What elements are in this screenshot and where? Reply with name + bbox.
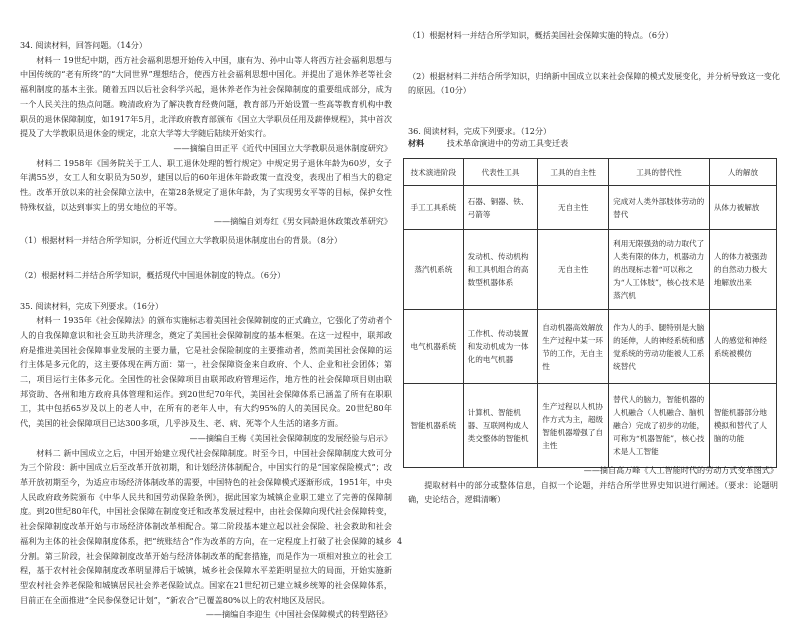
table-cell: 电气机器系统 bbox=[404, 310, 464, 384]
table-cell: 从体力被解放 bbox=[709, 186, 776, 230]
table-cell: 完成对人类外部肢体劳动的替代 bbox=[609, 186, 710, 230]
q35-material-2: 材料二 新中国成立之后，中国开始建立现代社会保障制度。时至今日，中国社会保障制度大致可分为三个阶段：新中国成立后至改革开放初期，和计划经济体制配合，中国实行的是“国家保险模式”；改革开放初期至今，为适应市场经济体制改革的需要，中国特色的社会保障模式逐渐形成，1951年，中央人民政府政务院颁布《中华人民共和国劳动保险条例》，据此国家为城镇企业职工建立了完善的保障制度。到20世纪80年代，中国社会保障在制度变迁和改革发展过程中，由社会保障向现代社会保障转变，社会保障制度改革开始与市场经济体制改革相配合。第二阶段基本建立起以社会保险、社会救助和社会福利为主体的社会保障制度体系，把“统账结合”作为改革的方向，在一定程度上打破了社会保障的城乡分割。第三阶段，社会保障制度改革开始与经济体制改革的配套措施，而是作为一项相对独立的社会工程，基于农村社会保障制度改革明显滞后于城镇，城乡社会保障水平差距明显拉大的局面，开始实施新型农村社会养老保险和城镇居民社会养老保险试点。国家在21世纪初已建立城乡统筹的社会保障体系，目前正在全面推进“全民参保登记计划”，“新农合”已覆盖80%以上的农村地区及居民。 bbox=[20, 447, 392, 605]
table-header: 技术演进阶段 bbox=[404, 159, 464, 186]
q36-block bbox=[408, 463, 778, 507]
table-cell: 利用无限强劲的动力取代了人类有限的体力，机器动力的出现标志着“可以称之为“人工体肢”，核心技术是蒸汽机 bbox=[609, 230, 710, 310]
q35-material-1-source: ——摘编自王梅《美国社会保障制度的发展经验与启示》 bbox=[189, 432, 392, 443]
table-row bbox=[404, 230, 777, 310]
q34-question-1: （1）根据材料一并结合所学知识，分析近代国立大学教职员退休制度出台的背景。（8分） bbox=[20, 235, 342, 246]
q36-heading: 36. 阅读材料，完成下列要求。（12分） bbox=[408, 126, 552, 137]
q34-material-1-source: ——摘编自田正平《近代中国国立大学教职员退休制度研究》 bbox=[173, 142, 392, 153]
table-source: ——摘自高万峰《人工智能时代的劳动方式变革图式》 bbox=[583, 465, 778, 475]
table-header-row bbox=[404, 159, 777, 186]
table-cell: 手工工具系统 bbox=[404, 186, 464, 230]
q34-material-1: 材料一 19世纪中期，西方社会福利思想开始传入中国，康有为、孙中山等人将西方社会福利思想与中国传统的“老有所终”的“大同世界”理想结合，使西方社会福利思想中国化。并提出了退休养老等社会福利制度的基本主张。随着五四以后社会科学兴起，退休养老作为社会保障制度的重要组成部分，成为一个人民关注的热点问题。晚清政府为了解决教育经费问题，教育部乃开始设置一些高等教育机构中教职员的退休保障制度，如1917年5月，北洋政府教育部颁布《国立大学职员任用及薪俸规程》，其中首次提及了大学教职员退休金的规定，北京大学等大学随后陆续开始实行。 bbox=[20, 54, 392, 139]
q34-material-2-source: ——摘编自刘寿红《男女同龄退休政策改革研究》 bbox=[213, 216, 392, 227]
page-number: 4 bbox=[397, 537, 403, 546]
table-cell: 人的感觉和神经系统被模仿 bbox=[709, 310, 776, 384]
table-row bbox=[404, 384, 777, 468]
table-cell: 无自主性 bbox=[538, 230, 609, 310]
table-cell: 人的体力被强劲的自然动力极大地解放出来 bbox=[709, 230, 776, 310]
q35-heading: 35. 阅读材料，完成下列要求。（16分） bbox=[20, 300, 164, 311]
table-cell: 工作机、传动装置和发动机成为一体化的电气机器 bbox=[463, 310, 538, 384]
q35-question-2: （2）根据材料二并结合所学知识，归纳新中国成立以来社会保障的模式发展变化，并分析导致这一变化的原因。（10分） bbox=[408, 70, 780, 96]
q35-material-2-source: ——摘编自李迎生《中国社会保障模式的转型路径》 bbox=[205, 609, 392, 620]
q34-question-2: （2）根据材料二并结合所学知识，概括现代中国退休制度的特点。（6分） bbox=[20, 269, 286, 280]
right-column bbox=[408, 0, 780, 139]
table-header: 代表性工具 bbox=[463, 159, 538, 186]
table-cell: 生产过程以人机协作方式为主，超级智能机器增强了自主性 bbox=[538, 384, 609, 468]
table-row bbox=[404, 310, 777, 384]
labor-tools-table bbox=[403, 158, 777, 468]
q34-heading: 34. 阅读材料，回答问题。（14分） bbox=[20, 40, 147, 50]
table-caption: 材料 技术革命演进中的劳动工具变迁表 bbox=[408, 138, 569, 148]
table-header: 人的解放 bbox=[709, 159, 776, 186]
q35-material-1: 材料一 1935年《社会保障法》的颁布实施标志着美国社会保障制度的正式确立，它强化了劳动者个人的自我保障意识和社会互助共济理念，奠定了美国社会保障制度的基本框架。在这一过程中，联邦政府是推进美国社会保障事业发展的主要力量，它是社会保险制度的主要推动者，然而美国社会保障的运行主体是多元化的，这主要体现在两方面：第一，社会保障资金来自政府、个人、企业和社会团体；第二，项目运行主体多元化。全国性的社会保障项目由联邦政府管理运作，地方性的社会保障项目则由联邦资助、各州和地方政府具体管理和运作。到20世纪70年代，美国社会保障体系已涵盖了所有在职职工，其中包括65岁及以上的老人中，在所有的老年人中，有大约95%的人的美国民众。20世纪80年代，美国的社会保障项目已达300多项，几乎涉及生、老、病、死等个人生活的诸多方面。 bbox=[20, 315, 392, 429]
q34-material-2: 材料二 1958年《国务院关于工人、职工退休处理的暂行规定》中规定男子退休年龄为60岁，女子年满55岁，女工人和女职员为50岁，建国以后的60年退休年龄政策一直没变，表现出了相当大的稳定性。改革开放以来的社会保障立法中，在第28条规定了退休年龄，为了实现男女平等的目标，保护女性特殊权益，以达到事实上的男女地位的平等。 bbox=[20, 157, 392, 212]
table-cell: 作为人的手、腿特别是大脑的延伸，人的神经系统和感觉系统的劳动功能被人工系统替代 bbox=[609, 310, 710, 384]
table-cell: 无自主性 bbox=[538, 186, 609, 230]
q36-task: 提取材料中的部分或整体信息，自拟一个论题，并结合所学世界史知识进行阐述。（要求：论题明确，史论结合，逻辑清晰） bbox=[408, 479, 778, 505]
table-header: 工具的替代性 bbox=[609, 159, 710, 186]
table-cell: 计算机、智能机器、互联网构成人类交整体的智能机 bbox=[463, 384, 538, 468]
q35-question-1: （1）根据材料一并结合所学知识，概括美国社会保障实施的特点。（6分） bbox=[408, 30, 674, 40]
left-column bbox=[20, 0, 392, 622]
table-cell: 替代人的脑力，智能机器的人机融合（人机融合、脑机融合）完成了初步的功能，可称为“机器智能”，核心技术是人工智能 bbox=[609, 384, 710, 468]
table-cell: 蒸汽机系统 bbox=[404, 230, 464, 310]
table-cell: 石器、铜器、铁、弓箭等 bbox=[463, 186, 538, 230]
table-cell: 智能机器部分地模拟和替代了人脑的功能 bbox=[709, 384, 776, 468]
table-row bbox=[404, 186, 777, 230]
table-cell: 自动机器高效解放生产过程中某一环节的工作，无自主性 bbox=[538, 310, 609, 384]
table-cell: 发动机、传动机构和工具机组合的高数型机器体系 bbox=[463, 230, 538, 310]
table-cell: 智能机器系统 bbox=[404, 384, 464, 468]
table-header: 工具的自主性 bbox=[538, 159, 609, 186]
